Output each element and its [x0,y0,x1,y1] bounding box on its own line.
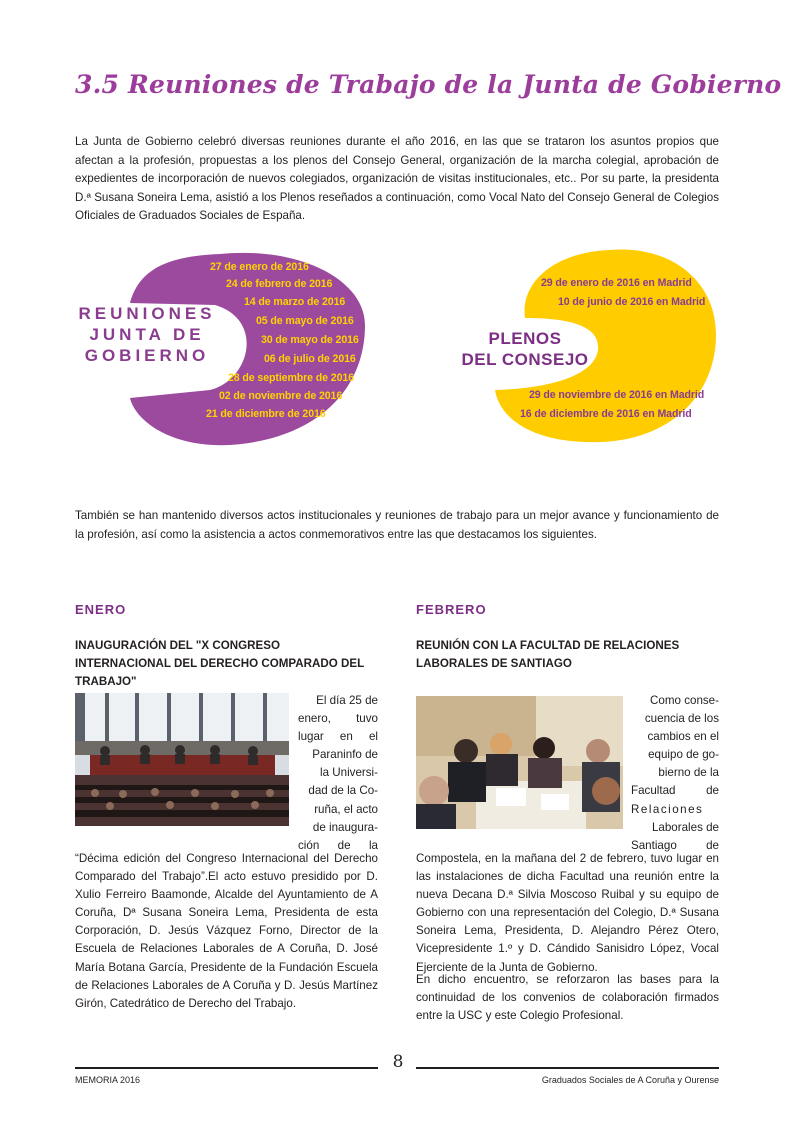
wrap-line: Laborales de [651,820,719,834]
wrap-line: equipo de go- [648,748,719,762]
month-heading-febrero: FEBRERO [416,602,487,617]
wrap-line: de inaugura- [312,820,378,834]
wrap-line: Como conse- [650,694,719,707]
plenos-date: 29 de enero de 2016 en Madrid [541,277,692,289]
wrap-line: dad de la Co- [308,784,378,798]
wrap-line: cuencia de los [644,712,719,726]
wrap-line: El día 25 de [316,694,378,707]
reuniones-label-line: JUNTA DE [89,325,205,344]
plenos-date: 16 de diciembre de 2016 en Madrid [520,408,692,420]
footer-left-text: MEMORIA 2016 [75,1075,141,1085]
wrap-line: cambios en el [647,730,719,744]
wrap-line: ción de la [298,838,378,852]
plenos-label [450,328,600,370]
article-body-enero: “Décima edición del Congreso Internacional del Derecho Comparado del Trabajo”.El acto estuvo presidido por D. Xulio Ferreiro Baamonde, Alcalde del Ayuntamiento de A Coruña, Dª Susana Soneira Lema, Presidenta de esta Corporación, D. Jesús Vázquez Forno, Director de la Escuela de Relaciones Laborales de A Coruña, D. José María Botana García, Presidente de la Fundación Escuela de Relaciones Laborales de A Coruña y D. Jesús Martínez Girón, Catedrático de Derecho del Trabajo. [75,852,378,1010]
article-body-febrero-conclusion: En dicho encuentro, se reforzaron las bases para la continuidad de los convenios de colaboración firmados entre la USC y este Colegio Profesional. [416,973,719,1023]
reuniones-date: 30 de mayo de 2016 [261,334,359,346]
reuniones-date: 02 de noviembre de 2016 [219,390,343,402]
month-heading-enero: ENERO [75,602,127,617]
footer-rule-right [416,1067,719,1069]
wrap-line: Paraninfo de [312,748,378,762]
wrap-line: lugar en el [298,730,378,744]
reuniones-date: 27 de enero de 2016 [210,261,309,273]
reuniones-date: 28 de septiembre de 2016 [228,372,354,384]
plenos-label-line: DEL CONSEJO [461,350,589,369]
article-wrap-enero [298,692,378,855]
article-wrap-febrero [631,692,719,855]
reuniones-date: 05 de mayo de 2016 [256,315,354,327]
reuniones-date: 06 de julio de 2016 [264,353,356,365]
reuniones-label-line: REUNIONES [78,304,216,323]
reuniones-date: 24 de febrero de 2016 [226,278,333,290]
plenos-label-line: PLENOS [488,329,562,348]
wrap-line: Facultad de [631,784,719,798]
section-title: 3.5 Reuniones de Trabajo de la Junta de Gobierno [75,70,782,99]
article-body-febrero: Compostela, en la mañana del 2 de febrero, tuvo lugar en las instalaciones de dicha Facultad una reunión entre la nueva Decana D.ª Silvia Moscoso Ruibal y su equipo de Gobierno con una representación del Colegio, D.ª Susana Soneira Lema, Presidenta, D. Alejandro Pérez Otero, Vicepresidente 1.º y D. Cándido Sanisidro López, Vocal Ejerciente de la Junta de Gobierno. [416,852,719,974]
congress-auditorium-photo [75,693,289,826]
plenos-date: 10 de junio de 2016 en Madrid [558,296,706,308]
meetings-bubbles-graphic [0,0,794,500]
intro-paragraph: La Junta de Gobierno celebró diversas reuniones durante el año 2016, en las que se trataron los asuntos propios que afectan a la profesión, propuestas a los plenos del Consejo General, organización de la marcha colegial, aprobación de expedientes de incorporación de nuevos colegiados, organización de visitas institucionales, etc.. Por su parte, la presidenta D.ª Susana Soneira Lema, asistió a los Plenos reseñados a continuación, como Vocal Nato del Consejo General de Colegios Oficiales de Graduados Sociales de España. [75,135,719,222]
wrap-line: enero, tuvo [298,712,378,726]
wrap-line: la Universi- [320,766,378,780]
article-heading-enero: INAUGURACIÓN DEL "X CONGRESO INTERNACIONAL DEL DERECHO COMPARADO DEL TRABAJO" [75,639,364,688]
faculty-meeting-photo [416,696,623,829]
reuniones-label [72,303,222,366]
wrap-line: ruña, el acto [314,802,378,816]
footer-right-text: Graduados Sociales de A Coruña y Ourense [541,1075,719,1085]
reuniones-date: 14 de marzo de 2016 [244,296,346,308]
reuniones-date: 21 de diciembre de 2016 [206,408,326,420]
article-heading-febrero: REUNIÓN CON LA FACULTAD DE RELACIONES LABORALES DE SANTIAGO [416,639,680,670]
wrap-line: Relaciones [631,802,704,816]
page-number: 8 [392,1052,404,1072]
reuniones-label-line: GOBIERNO [84,346,210,365]
wrap-line: bierno de la [658,766,719,780]
institutional-acts-paragraph: También se han mantenido diversos actos institucionales y reuniones de trabajo para un mejor avance y funcionamiento de la profesión, así como la asistencia a actos conmemorativos entre las que destacamos los siguientes. [75,509,719,541]
footer-rule-left [75,1067,378,1069]
wrap-line: Santiago de [631,838,719,852]
plenos-date: 29 de noviembre de 2016 en Madrid [529,389,705,401]
